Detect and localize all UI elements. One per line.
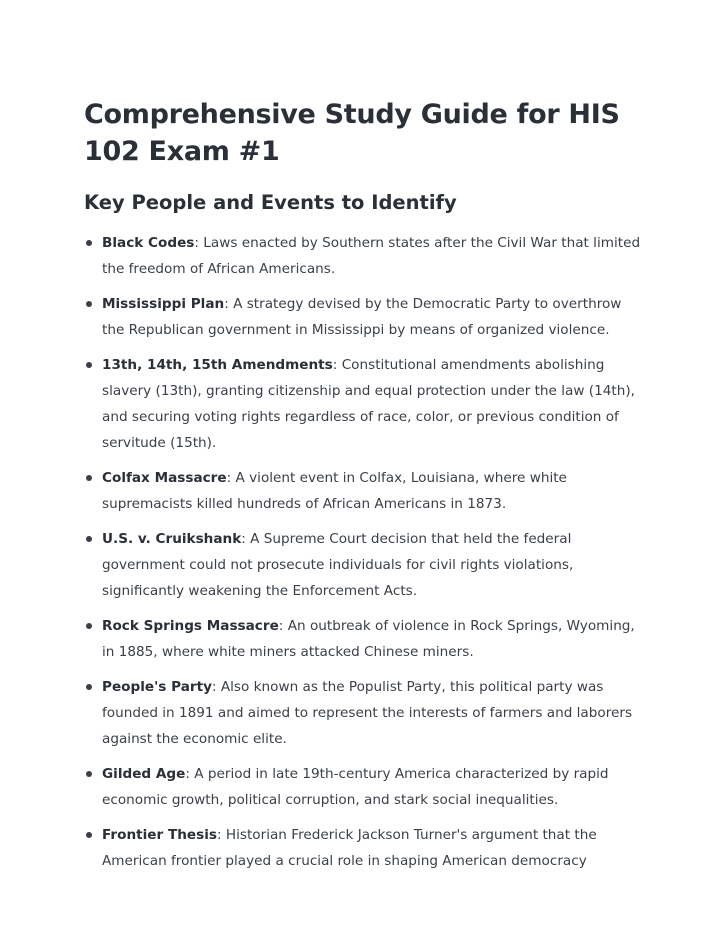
- term-name: Colfax Massacre: [102, 470, 227, 486]
- page-title: Comprehensive Study Guide for HIS 102 Exam #1: [84, 99, 620, 167]
- term-separator: :: [216, 827, 226, 843]
- term-separator: :: [224, 296, 234, 312]
- section-heading: Key People and Events to Identify: [84, 191, 457, 214]
- bullet-icon: [86, 684, 92, 690]
- term-separator: :: [226, 470, 236, 486]
- bullet-icon: [86, 623, 92, 629]
- term-name: U.S. v. Cruikshank: [102, 531, 242, 547]
- bullet-icon: [86, 832, 92, 838]
- bullet-icon: [86, 475, 92, 481]
- bullet-icon: [86, 536, 92, 542]
- term-definition: Laws enacted by Southern states after the Civil War that limited the freedom of African Americans.: [102, 235, 641, 277]
- term-separator: :: [211, 679, 221, 695]
- term-item: [84, 674, 644, 752]
- term-separator: :: [241, 531, 251, 547]
- term-item: [84, 761, 644, 813]
- term-item: [84, 613, 644, 665]
- term-separator: :: [332, 357, 342, 373]
- term-name: Gilded Age: [102, 766, 186, 782]
- term-name: Frontier Thesis: [102, 827, 217, 843]
- term-definition: A period in late 19th-century America characterized by rapid economic growth, political corruption, and stark social inequalities.: [102, 766, 609, 808]
- term-definition: Historian Frederick Jackson Turner's argument that the American frontier played a crucial role in shaping American democracy: [102, 827, 597, 869]
- term-name: Rock Springs Massacre: [102, 618, 279, 634]
- term-definition: A violent event in Colfax, Louisiana, where white supremacists killed hundreds of African Americans in 1873.: [102, 470, 567, 512]
- term-name: Mississippi Plan: [102, 296, 225, 312]
- term-name: 13th, 14th, 15th Amendments: [102, 357, 333, 373]
- bullet-icon: [86, 771, 92, 777]
- term-item: [84, 230, 644, 282]
- bullet-icon: [86, 301, 92, 307]
- bullet-icon: [86, 240, 92, 246]
- term-name: Black Codes: [102, 235, 195, 251]
- bullet-icon: [86, 362, 92, 368]
- term-item: [84, 465, 644, 517]
- term-definition: A Supreme Court decision that held the federal government could not prosecute individuals for civil rights violations, significantly weakening the Enforcement Acts.: [102, 531, 574, 599]
- term-definition: A strategy devised by the Democratic Party to overthrow the Republican government in Mississippi by means of organized violence.: [102, 296, 622, 338]
- term-item: [84, 291, 644, 343]
- term-separator: :: [194, 235, 204, 251]
- term-separator: :: [278, 618, 288, 634]
- term-item: [84, 526, 644, 604]
- term-definition: Constitutional amendments abolishing slavery (13th), granting citizenship and equal protection under the law (14th), and securing voting rights regardless of race, color, or previous condition of servitude (15th).: [102, 357, 635, 451]
- term-item: [84, 822, 644, 874]
- term-name: People's Party: [102, 679, 212, 695]
- term-separator: :: [185, 766, 195, 782]
- term-definition: An outbreak of violence in Rock Springs, Wyoming, in 1885, where white miners attacked Chinese miners.: [102, 618, 635, 660]
- term-item: [84, 352, 644, 456]
- term-list: [84, 230, 644, 883]
- term-definition: Also known as the Populist Party, this political party was founded in 1891 and aimed to represent the interests of farmers and laborers against the economic elite.: [102, 679, 633, 747]
